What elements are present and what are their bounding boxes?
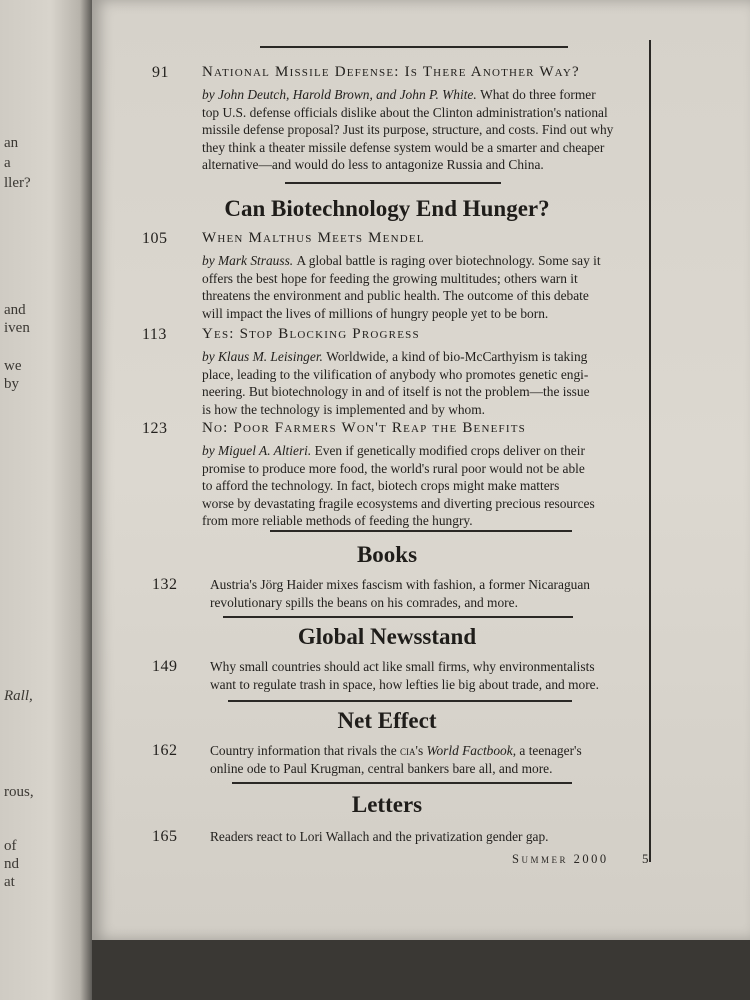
- divider-rule: [285, 182, 501, 184]
- article-title: National Missile Defense: Is There Another Way?: [202, 64, 580, 80]
- divider-rule: [270, 530, 572, 532]
- department-description: Country information that rivals the cia's World Factbook, a teenager's online ode to Paul Krugman, central bankers bare all, and more.: [210, 743, 582, 776]
- previous-page-edge: [0, 0, 92, 1000]
- left-page-fragment: a: [4, 155, 11, 171]
- net-effect-heading: Net Effect: [337, 708, 437, 733]
- left-page-fragment: we: [4, 358, 22, 374]
- letters-heading: Letters: [351, 792, 423, 817]
- global-newsstand-heading: Global Newsstand: [297, 624, 477, 649]
- page-number: 113: [142, 326, 167, 343]
- column-rule: [649, 40, 651, 862]
- left-page-fragment: Rall,: [4, 688, 33, 704]
- left-page-fragment: ller?: [4, 175, 31, 191]
- left-page-fragment: rous,: [4, 784, 34, 800]
- contents-page: [92, 0, 750, 940]
- department-description: Why small countries should act like small firms, why environmentalists want to regulate trash in space, how lefties lie big about trade, and more.: [210, 659, 599, 692]
- article-description: by Klaus M. Leisinger. Worldwide, a kind of bio-McCarthyism is taking place, leading to the vilification of anybody who promotes genetic engi- neering. But biotechnology in and of itself is not the problem—the issue is how the technology is implemented and by whom.: [202, 349, 590, 417]
- left-page-fragment: an: [4, 135, 19, 151]
- page-number: 132: [152, 576, 178, 593]
- issue-footer: Summer 2000: [512, 852, 609, 866]
- special-report-heading: Can Biotechnology End Hunger?: [224, 196, 550, 221]
- left-page-fragment: nd: [4, 856, 19, 872]
- page-number: 165: [152, 828, 178, 845]
- article-author: by John Deutch, Harold Brown, and John P. White.: [202, 87, 481, 102]
- left-page-fragment: and: [4, 302, 26, 318]
- page-number: 123: [142, 420, 168, 437]
- divider-rule: [223, 616, 573, 618]
- page-stack-shadow: [92, 940, 750, 1000]
- page-number: 91: [152, 64, 169, 81]
- article-description: by Mark Strauss. A global battle is raging over biotechnology. Some say it offers the best hope for feeding the growing multitudes; others warn it threatens the environment and public health. The outcome of this debate will impact the lives of millions of hungry people yet to be born.: [202, 253, 601, 321]
- article-title: Yes: Stop Blocking Progress: [202, 326, 420, 342]
- books-heading: Books: [356, 542, 418, 567]
- department-description: Austria's Jörg Haider mixes fascism with fashion, a former Nicaraguan revolutionary spills the beans on his comrades, and more.: [210, 577, 590, 610]
- article-author: by Mark Strauss.: [202, 253, 297, 268]
- left-page-fragment: of: [4, 838, 17, 854]
- department-description: Readers react to Lori Wallach and the privatization gender gap.: [210, 829, 549, 844]
- article-description: by John Deutch, Harold Brown, and John P. White. What do three former top U.S. defense officials dislike about the Clinton administration's national missile defense proposal? Just its purpose, structure, and costs. Find out why they think a theater missile defense system would be a smarter and cheaper alternative—and would do less to antagonize Russia and China.: [202, 87, 614, 172]
- article-title: When Malthus Meets Mendel: [202, 230, 425, 246]
- page-number: 105: [142, 230, 168, 247]
- left-page-fragment: at: [4, 874, 15, 890]
- divider-rule: [228, 700, 572, 702]
- left-page-fragment: by: [4, 376, 19, 392]
- article-title: No: Poor Farmers Won't Reap the Benefits: [202, 420, 526, 436]
- article-author: by Miguel A. Altieri.: [202, 443, 315, 458]
- article-author: by Klaus M. Leisinger.: [202, 349, 327, 364]
- article-description: by Miguel A. Altieri. Even if genetically modified crops deliver on their promise to produce more food, the world's rural poor would not be able to afford the technology. In fact, biotech crops might make matters worse by devastating fragile ecosystems and diverting precious resources from more reliable methods of feeding the hungry.: [202, 443, 595, 528]
- page-number: 149: [152, 658, 178, 675]
- folio-page-number: 5: [642, 851, 649, 866]
- left-page-fragment: iven: [4, 320, 30, 336]
- top-rule: [260, 46, 568, 48]
- page-number: 162: [152, 742, 178, 759]
- divider-rule: [232, 782, 572, 784]
